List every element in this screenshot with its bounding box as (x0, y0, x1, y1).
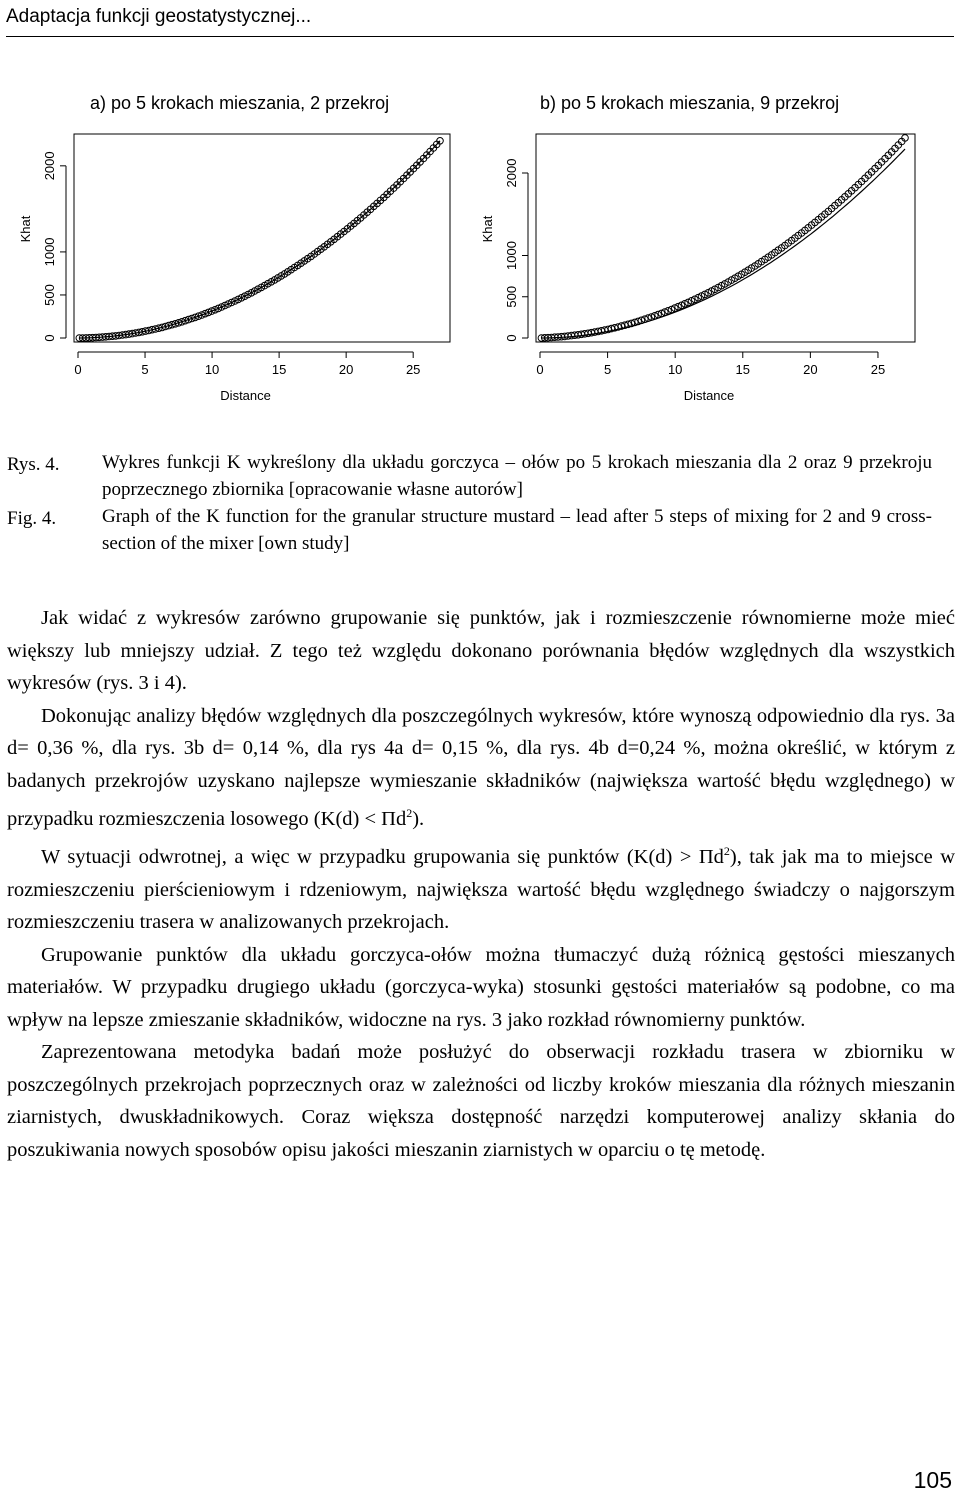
x-tick-label: 0 (74, 362, 82, 377)
paragraph-2: Dokonując analizy błędów względnych dla poszczególnych wykresów, które wynoszą odpowiednio dla rys. 3a d= 0,36 %, dla rys. 3b d= 0,14 %, dla rys 4a d= 0,15 %, dla rys. 4b d=0,24 %, można określić, w którym z badanych przekrojów uzyskano najlepsze wymieszanie składników (największa wartość błędu względnego) w przypadku rozmieszczenia losowego $(K(d) < \Pi d^2)$. (7, 704, 955, 830)
reference-line-pi-d2 (541, 149, 905, 338)
paragraph-4: Grupowanie punktów dla układu gorczyca-ołów można tłumaczyć dużą różnicą gęstości mieszanych materiałów. W przypadku drugiego układu (gorczyca-wyka) stosunki gęstości materiałów są podobne, co ma wpływ na lepsze zmieszanie składników, widoczne na rys. 3 jako rozkład równomierny punktów. (7, 943, 955, 1031)
x-tick-label: 25 (870, 362, 886, 377)
x-tick-label: 20 (338, 362, 354, 377)
y-tick-label: 500 (42, 284, 57, 306)
x-axis-title: Distance (683, 388, 735, 403)
x-tick-label: 5 (603, 362, 612, 377)
caption-fig-text: Graph of the K function for the granular structure mustard – lead after 5 steps of mixing for 2 and 9 cross-section of the mixer [own study] (102, 506, 932, 554)
y-axis-title: Khat (18, 215, 33, 243)
panel-b-title: b) po 5 krokach mieszania, 9 przekroj (540, 93, 840, 113)
caption-rys-text: Wykres funkcji K wykreślony dla układu gorczyca – ołów po 5 krokach mieszania dla 2 oraz 9 przekroju poprzecznego zbiornika [opracowanie własne autorów] (102, 452, 932, 500)
caption-rys-label: Rys. 4. (7, 454, 60, 475)
y-tick-label: 1000 (504, 241, 519, 270)
y-tick-label: 2000 (42, 151, 57, 181)
paragraph-1: Jak widać z wykresów zarówno grupowanie się punktów, jak i rozmieszczenie równomierne może mieć większy lub mniejszy udział. Z tego też względu dokonano porównania błędów względnych dla wszystkich wykresów (rys. 3 i 4). (7, 607, 955, 694)
page-number: 105 (913, 1467, 952, 1493)
x-tick-label: 5 (141, 362, 149, 377)
plot-frame (74, 134, 450, 342)
k-function-figure (0, 130, 960, 405)
running-header (6, 2, 954, 37)
x-tick-label: 10 (204, 362, 220, 377)
x-tick-label: 15 (271, 362, 287, 377)
x-tick-label: 15 (735, 362, 751, 377)
paragraph-5: Zaprezentowana metodyka badań może posłużyć do obserwacji rozkładu trasera w zbiorniku w poszczególnych przekrojach poprzecznych oraz w zależności od liczby kroków mieszania dla różnych mieszanin ziarnistych, dwuskładnikowych. Coraz większa dostępność narzędzi komputerowej analizy skłania do poszukiwania nowych sposobów opisu jakości mieszanin ziarnistych w oparciu o tę metodę. (7, 1041, 955, 1161)
y-tick-label: 0 (42, 334, 57, 342)
reference-line-pi-d2 (79, 141, 440, 338)
header-title: Adaptacja funkcji geostatystycznej... (6, 6, 312, 27)
y-tick-label: 2000 (504, 158, 519, 188)
x-axis-title: Distance (220, 388, 271, 403)
x-tick-label: 25 (405, 362, 421, 377)
y-tick-label: 0 (504, 334, 519, 342)
plot-frame (536, 134, 915, 342)
x-tick-label: 20 (803, 362, 818, 377)
panel-a-title: a) po 5 krokach mieszania, 2 przekroj (90, 93, 390, 113)
caption-fig-label: Fig. 4. (7, 508, 57, 529)
y-tick-label: 1000 (42, 237, 57, 267)
body-text (7, 602, 955, 1166)
x-tick-label: 0 (536, 362, 544, 377)
y-tick-label: 500 (504, 285, 519, 308)
paragraph-3: W sytuacji odwrotnej, a więc w przypadku grupowania się punktów $(K(d) > \Pi d^2)$, tak jak ma to miejsce w rozmieszczeniu pierścieniowym i rdzeniowym, największa wartość błędu względnego świadczy o najgorszym rozmieszczeniu trasera w analizowanych przekrojach. (7, 844, 955, 934)
plot-b (480, 134, 915, 403)
x-tick-label: 10 (667, 362, 683, 377)
plot-a (18, 134, 450, 403)
y-axis-title: Khat (480, 215, 495, 243)
